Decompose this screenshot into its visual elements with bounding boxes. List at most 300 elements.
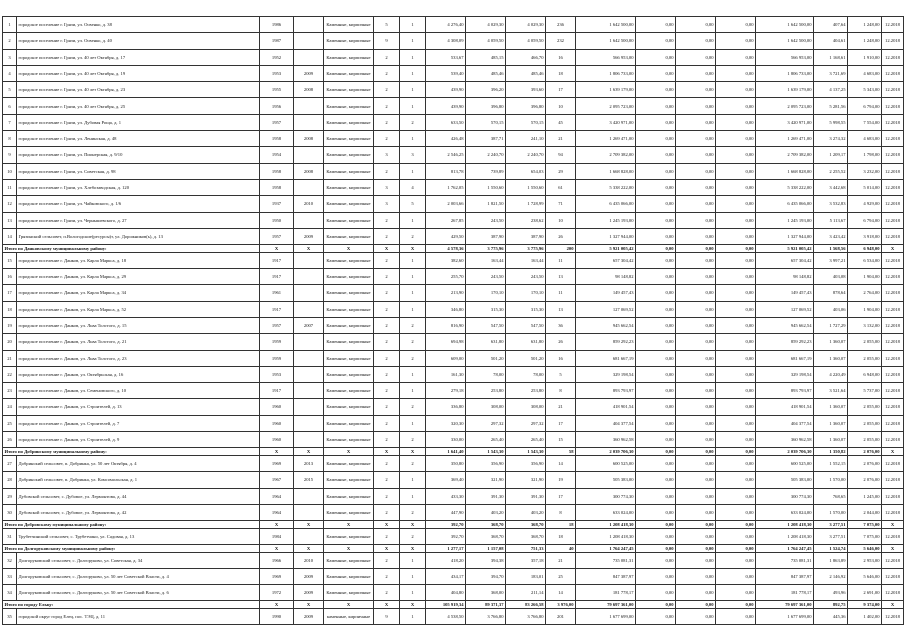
subtotal-year-built: X xyxy=(260,245,294,253)
cell-total-cost: 1 327 944,00 xyxy=(576,228,636,244)
cell-regional-funds: 0,00 xyxy=(676,17,716,33)
cell-year-built: 1960 xyxy=(260,415,294,431)
cell-federal-funds: 0,00 xyxy=(636,504,676,520)
cell-cost-per-sqm: 1 360,07 xyxy=(814,415,848,431)
cell-total-cost: 735 081,31 xyxy=(576,552,636,568)
cell-wall-material: Каменные, кирпичные xyxy=(324,472,374,488)
cell-federal-funds: 0,00 xyxy=(636,432,676,448)
cell-local-funds: 0,00 xyxy=(716,415,756,431)
cell-entrances: 1 xyxy=(400,415,426,431)
cell-living-area: 739,89 xyxy=(466,163,506,179)
cell-max-cost-per-sqm: 5 014,00 xyxy=(848,179,882,195)
cell-year-renovated xyxy=(294,179,324,195)
cell-row-number: 26 xyxy=(3,432,17,448)
table-row xyxy=(3,301,904,317)
cell-floors: 2 xyxy=(374,383,400,399)
cell-year-renovated xyxy=(294,350,324,366)
cell-total-cost: 600 525,00 xyxy=(576,455,636,471)
table-row xyxy=(3,455,904,471)
cell-local-funds: 0,00 xyxy=(716,432,756,448)
cell-year-built: 1953 xyxy=(260,366,294,382)
cell-local-funds: 0,00 xyxy=(716,196,756,212)
cell-year-built: 1958 xyxy=(260,131,294,147)
cell-year-built: 1960 xyxy=(260,399,294,415)
cell-owner-funds: 360 962,58 xyxy=(756,432,814,448)
cell-entrances: 1 xyxy=(400,17,426,33)
cell-owner-funds: 505 383,00 xyxy=(756,472,814,488)
cell-federal-funds: 0,00 xyxy=(636,228,676,244)
subtotal-federal-funds: 0,00 xyxy=(636,245,676,253)
cell-year-built: 1950 xyxy=(260,212,294,228)
cell-row-number: 9 xyxy=(3,147,17,163)
cell-cost-per-sqm: 1 360,07 xyxy=(814,350,848,366)
cell-deadline: 12.2018 xyxy=(882,350,904,366)
cell-federal-funds: 0,00 xyxy=(636,196,676,212)
cell-regional-funds: 0,00 xyxy=(676,252,716,268)
cell-federal-funds: 0,00 xyxy=(636,399,676,415)
cell-deadline: 12.2018 xyxy=(882,334,904,350)
cell-max-cost-per-sqm: 2 044,00 xyxy=(848,504,882,520)
cell-federal-funds: 0,00 xyxy=(636,334,676,350)
subtotal-year-renovated: X xyxy=(294,448,324,456)
cell-deadline: 12.2018 xyxy=(882,366,904,382)
cell-total-area: 816,90 xyxy=(426,317,466,333)
cell-deadline: 12.2018 xyxy=(882,528,904,544)
cell-federal-funds: 0,00 xyxy=(636,609,676,625)
subtotal-floors: X xyxy=(374,601,400,609)
table-row xyxy=(3,33,904,49)
cell-year-renovated xyxy=(294,49,324,65)
subtotal-row xyxy=(3,601,904,609)
subtotal-residents: 18 xyxy=(546,521,576,529)
cell-owned-area: 387,90 xyxy=(506,228,546,244)
cell-total-cost: 404 377,54 xyxy=(576,415,636,431)
cell-federal-funds: 0,00 xyxy=(636,488,676,504)
cell-total-area: 533,67 xyxy=(426,49,466,65)
cell-cost-per-sqm: 1 863,89 xyxy=(814,552,848,568)
cell-floors: 9 xyxy=(374,33,400,49)
cell-total-cost: 5 338 222,00 xyxy=(576,179,636,195)
table-row xyxy=(3,285,904,301)
cell-deadline: 12.2018 xyxy=(882,415,904,431)
cell-living-area: 78,00 xyxy=(466,366,506,382)
cell-address: Дубовской сельсовет, с. Дубовое, ул. Лермонтова, д. 44 xyxy=(17,488,260,504)
cell-local-funds: 0,00 xyxy=(716,301,756,317)
cell-deadline: 12.2018 xyxy=(882,455,904,471)
cell-address: Добринский сельсовет, п. Добринка, ул. 50 лет Октября, д. 4 xyxy=(17,455,260,471)
cell-row-number: 20 xyxy=(3,334,17,350)
cell-local-funds: 0,00 xyxy=(716,163,756,179)
cell-living-area: 315,30 xyxy=(466,301,506,317)
cell-regional-funds: 0,00 xyxy=(676,366,716,382)
cell-living-area: 2 240,70 xyxy=(466,147,506,163)
cell-row-number: 18 xyxy=(3,301,17,317)
cell-local-funds: 0,00 xyxy=(716,399,756,415)
subtotal-living-area: 3 775,96 xyxy=(466,245,506,253)
subtotal-entrances: X xyxy=(400,544,426,552)
subtotal-year-renovated: X xyxy=(294,245,324,253)
cell-living-area: 403,20 xyxy=(466,504,506,520)
cell-local-funds: 0,00 xyxy=(716,212,756,228)
cell-federal-funds: 0,00 xyxy=(636,568,676,584)
subtotal-owner-funds: 5 921 005,42 xyxy=(756,245,814,253)
cell-deadline: 12.2018 xyxy=(882,196,904,212)
cell-max-cost-per-sqm: 2 055,00 xyxy=(848,415,882,431)
cell-wall-material: Каменные, кирпичные xyxy=(324,504,374,520)
cell-cost-per-sqm: 1 570,00 xyxy=(814,472,848,488)
cell-owner-funds: 5 338 222,00 xyxy=(756,179,814,195)
cell-local-funds: 0,00 xyxy=(716,552,756,568)
cell-owner-funds: 1 269 471,00 xyxy=(756,131,814,147)
cell-residents: 45 xyxy=(546,114,576,130)
cell-wall-material: Каменные, кирпичные xyxy=(324,334,374,350)
cell-address: городское поселение г. Грязи, ул. Дубовая Роща, д. 1 xyxy=(17,114,260,130)
table-row xyxy=(3,317,904,333)
table-row xyxy=(3,17,904,33)
cell-max-cost-per-sqm: 1 798,00 xyxy=(848,147,882,163)
cell-row-number: 3 xyxy=(3,49,17,65)
cell-max-cost-per-sqm: 3 232,00 xyxy=(848,163,882,179)
cell-year-built: 1990 xyxy=(260,609,294,625)
cell-owned-area: 485,46 xyxy=(506,65,546,81)
cell-residents: 16 xyxy=(546,49,576,65)
subtotal-wall-material: X xyxy=(324,601,374,609)
cell-address: городское поселение г. Грязи, ул. Ленинская, д. 48 xyxy=(17,131,260,147)
cell-total-cost: 127 069,52 xyxy=(576,301,636,317)
cell-wall-material: Каменные, кирпичные xyxy=(324,415,374,431)
cell-deadline: 12.2018 xyxy=(882,228,904,244)
subtotal-local-funds: 0,00 xyxy=(716,448,756,456)
cell-entrances: 1 xyxy=(400,212,426,228)
cell-regional-funds: 0,00 xyxy=(676,33,716,49)
cell-local-funds: 0,00 xyxy=(716,455,756,471)
cell-total-cost: 566 953,00 xyxy=(576,49,636,65)
cell-total-cost: 329 198,54 xyxy=(576,366,636,382)
cell-owner-funds: 2 095 723,00 xyxy=(756,98,814,114)
cell-year-built: 1937 xyxy=(260,196,294,212)
cell-regional-funds: 0,00 xyxy=(676,488,716,504)
subtotal-entrances: X xyxy=(400,448,426,456)
cell-deadline: 12.2018 xyxy=(882,49,904,65)
cell-federal-funds: 0,00 xyxy=(636,285,676,301)
cell-local-funds: 0,00 xyxy=(716,147,756,163)
cell-address: городское поселение г. Данков, ул. Карла Маркса, д. 52 xyxy=(17,301,260,317)
cell-living-area: 1 550,60 xyxy=(466,179,506,195)
cell-residents: 11 xyxy=(546,252,576,268)
cell-address: городское поселение г. Данков, ул. Семеновского, д. 10 xyxy=(17,383,260,399)
cell-floors: 3 xyxy=(374,179,400,195)
cell-address: городское поселение г. Грязи, ул. 40 лет Октября, д. 25 xyxy=(17,98,260,114)
cell-floors: 2 xyxy=(374,317,400,333)
cell-living-area: 163,44 xyxy=(466,252,506,268)
cell-owned-area: 2 240,70 xyxy=(506,147,546,163)
cell-max-cost-per-sqm: 2 076,00 xyxy=(848,455,882,471)
cell-cost-per-sqm: 3 997,21 xyxy=(814,252,848,268)
cell-year-renovated xyxy=(294,147,324,163)
cell-wall-material: Каменные, кирпичные xyxy=(324,399,374,415)
subtotal-year-built: X xyxy=(260,521,294,529)
table-row xyxy=(3,432,904,448)
cell-living-area: 4 059,50 xyxy=(466,33,506,49)
cell-local-funds: 0,00 xyxy=(716,98,756,114)
cell-year-renovated: 2009 xyxy=(294,609,324,625)
cell-year-built: 1917 xyxy=(260,269,294,285)
subtotal-owned-area: 751,33 xyxy=(506,544,546,552)
cell-total-area: 346,80 xyxy=(426,301,466,317)
cell-residents: 8 xyxy=(546,383,576,399)
cell-deadline: 12.2018 xyxy=(882,114,904,130)
cell-year-renovated: 2010 xyxy=(294,552,324,568)
cell-total-cost: 1 208 418,30 xyxy=(576,528,636,544)
cell-total-area: 439,90 xyxy=(426,98,466,114)
cell-year-renovated: 2009 xyxy=(294,228,324,244)
cell-owner-funds: 1 806 733,00 xyxy=(756,65,814,81)
subtotal-deadline: X xyxy=(882,521,904,529)
cell-local-funds: 0,00 xyxy=(716,488,756,504)
cell-year-renovated: 2008 xyxy=(294,163,324,179)
cell-cost-per-sqm: 3 423,42 xyxy=(814,228,848,244)
subtotal-owned-area: 368,70 xyxy=(506,521,546,529)
cell-federal-funds: 0,00 xyxy=(636,301,676,317)
cell-owner-funds: 1 642 500,00 xyxy=(756,17,814,33)
cell-row-number: 15 xyxy=(3,252,17,268)
cell-year-renovated: 2009 xyxy=(294,65,324,81)
cell-total-cost: 657 304,42 xyxy=(576,252,636,268)
cell-regional-funds: 0,00 xyxy=(676,334,716,350)
table-row xyxy=(3,568,904,584)
cell-entrances: 5 xyxy=(400,196,426,212)
table-row xyxy=(3,252,904,268)
cell-deadline: 12.2018 xyxy=(882,301,904,317)
cell-living-area: 3 766,80 xyxy=(466,609,506,625)
subtotal-cost-per-sqm: 892,75 xyxy=(814,601,848,609)
cell-cost-per-sqm: 3 442,68 xyxy=(814,179,848,195)
subtotal-federal-funds: 0,00 xyxy=(636,601,676,609)
cell-regional-funds: 0,00 xyxy=(676,432,716,448)
cell-address: городское поселение г. Данков, ул. Октябрьская, д. 16 xyxy=(17,366,260,382)
cell-living-area: 570,15 xyxy=(466,114,506,130)
cell-max-cost-per-sqm: 1 248,00 xyxy=(848,33,882,49)
cell-cost-per-sqm: 878,64 xyxy=(814,285,848,301)
cell-living-area: 4 029,30 xyxy=(466,17,506,33)
cell-max-cost-per-sqm: 4 929,00 xyxy=(848,196,882,212)
cell-floors: 2 xyxy=(374,455,400,471)
cell-entrances: 4 xyxy=(400,179,426,195)
cell-year-renovated xyxy=(294,504,324,520)
cell-regional-funds: 0,00 xyxy=(676,472,716,488)
cell-year-built: 1917 xyxy=(260,383,294,399)
cell-wall-material: Каменные, кирпичные xyxy=(324,98,374,114)
cell-total-area: 813,78 xyxy=(426,163,466,179)
cell-cost-per-sqm: 3 521,64 xyxy=(814,383,848,399)
cell-year-renovated: 2008 xyxy=(294,131,324,147)
cell-living-area: 1 821,50 xyxy=(466,196,506,212)
subtotal-floors: X xyxy=(374,245,400,253)
subtotal-cost-per-sqm: 3 277,51 xyxy=(814,521,848,529)
cell-deadline: 12.2018 xyxy=(882,252,904,268)
cell-residents: 17 xyxy=(546,82,576,98)
cell-entrances: 1 xyxy=(400,488,426,504)
cell-deadline: 12.2018 xyxy=(882,585,904,601)
cell-floors: 2 xyxy=(374,82,400,98)
cell-residents: 14 xyxy=(546,585,576,601)
cell-regional-funds: 0,00 xyxy=(676,399,716,415)
cell-cost-per-sqm: 3 532,83 xyxy=(814,196,848,212)
cell-federal-funds: 0,00 xyxy=(636,65,676,81)
cell-federal-funds: 0,00 xyxy=(636,552,676,568)
cell-entrances: 1 xyxy=(400,163,426,179)
cell-row-number: 32 xyxy=(3,552,17,568)
cell-federal-funds: 0,00 xyxy=(636,179,676,195)
cell-local-funds: 0,00 xyxy=(716,252,756,268)
cell-total-area: 4 276,40 xyxy=(426,17,466,33)
cell-entrances: 2 xyxy=(400,432,426,448)
cell-floors: 2 xyxy=(374,415,400,431)
cell-living-area: 243,50 xyxy=(466,212,506,228)
cell-deadline: 12.2018 xyxy=(882,17,904,33)
cell-living-area: 368,70 xyxy=(466,528,506,544)
cell-owned-area: 3 766,80 xyxy=(506,609,546,625)
subtotal-row xyxy=(3,544,904,552)
subtotal-residents: 3 976,00 xyxy=(546,601,576,609)
cell-living-area: 631,80 xyxy=(466,334,506,350)
cell-max-cost-per-sqm: 3 132,00 xyxy=(848,317,882,333)
cell-federal-funds: 0,00 xyxy=(636,147,676,163)
cell-local-funds: 0,00 xyxy=(716,65,756,81)
cell-max-cost-per-sqm: 4 683,00 xyxy=(848,131,882,147)
cell-floors: 2 xyxy=(374,585,400,601)
cell-floors: 2 xyxy=(374,552,400,568)
cell-owned-area: 4 029,30 xyxy=(506,17,546,33)
table-row xyxy=(3,114,904,130)
cell-floors: 2 xyxy=(374,131,400,147)
cell-row-number: 2 xyxy=(3,33,17,49)
cell-cost-per-sqm: 5 113,67 xyxy=(814,212,848,228)
cell-total-area: 4 308,09 xyxy=(426,33,466,49)
cell-local-funds: 0,00 xyxy=(716,269,756,285)
cell-residents: 15 xyxy=(546,432,576,448)
cell-max-cost-per-sqm: 2 691,00 xyxy=(848,585,882,601)
cell-owned-area: 396,80 xyxy=(506,98,546,114)
cell-total-cost: 2 709 382,00 xyxy=(576,147,636,163)
cell-cost-per-sqm: 1 552,15 xyxy=(814,455,848,471)
cell-row-number: 6 xyxy=(3,98,17,114)
cell-local-funds: 0,00 xyxy=(716,317,756,333)
cell-owned-area: 356,90 xyxy=(506,455,546,471)
cell-row-number: 8 xyxy=(3,131,17,147)
cell-owner-funds: 418 901,54 xyxy=(756,399,814,415)
cell-wall-material: Каменные, кирпичные xyxy=(324,383,374,399)
cell-floors: 3 xyxy=(374,196,400,212)
cell-deadline: 12.2018 xyxy=(882,552,904,568)
table-row xyxy=(3,163,904,179)
cell-owned-area: 631,80 xyxy=(506,334,546,350)
table-row xyxy=(3,65,904,81)
subtotal-year-built: X xyxy=(260,601,294,609)
cell-federal-funds: 0,00 xyxy=(636,383,676,399)
cell-deadline: 12.2018 xyxy=(882,472,904,488)
cell-max-cost-per-sqm: 1 904,00 xyxy=(848,269,882,285)
cell-deadline: 12.2018 xyxy=(882,65,904,81)
cell-row-number: 12 xyxy=(3,196,17,212)
cell-residents: 236 xyxy=(546,17,576,33)
cell-living-area: 387,90 xyxy=(466,228,506,244)
cell-regional-funds: 0,00 xyxy=(676,383,716,399)
cell-owner-funds: 681 667,19 xyxy=(756,350,814,366)
cell-row-number: 25 xyxy=(3,415,17,431)
subtotal-federal-funds: 0,00 xyxy=(636,544,676,552)
cell-cost-per-sqm: 3 721,69 xyxy=(814,65,848,81)
cell-row-number: 4 xyxy=(3,65,17,81)
table-row xyxy=(3,131,904,147)
cell-address: городское поселение г. Грязи, ул. 40 лет Октября, д. 17 xyxy=(17,49,260,65)
cell-owned-area: 393,60 xyxy=(506,82,546,98)
cell-year-built: 1984 xyxy=(260,528,294,544)
cell-year-built: 1959 xyxy=(260,350,294,366)
cell-total-area: 350,80 xyxy=(426,455,466,471)
cell-federal-funds: 0,00 xyxy=(636,212,676,228)
subtotal-total-area: 1 277,17 xyxy=(426,544,466,552)
cell-owner-funds: 1 677 699,00 xyxy=(756,609,814,625)
cell-year-renovated xyxy=(294,488,324,504)
cell-entrances: 1 xyxy=(400,472,426,488)
cell-owner-funds: 566 953,00 xyxy=(756,49,814,65)
cell-residents: 71 xyxy=(546,196,576,212)
cell-address: городское поселение г. Данков, ул. Карла Маркса, д. 34 xyxy=(17,285,260,301)
cell-year-renovated: 2013 xyxy=(294,455,324,471)
cell-living-area: 387,71 xyxy=(466,131,506,147)
table-row xyxy=(3,179,904,195)
cell-residents: 29 xyxy=(546,163,576,179)
cell-entrances: 2 xyxy=(400,228,426,244)
cell-wall-material: Каменные, кирпичные xyxy=(324,65,374,81)
table-row xyxy=(3,504,904,520)
cell-total-area: 255,70 xyxy=(426,269,466,285)
cell-residents: 36 xyxy=(546,317,576,333)
cell-local-funds: 0,00 xyxy=(716,585,756,601)
cell-wall-material: Каменные, кирпичные xyxy=(324,252,374,268)
subtotal-regional-funds: 0,00 xyxy=(676,245,716,253)
table-row xyxy=(3,350,904,366)
cell-residents: 8 xyxy=(546,504,576,520)
cell-wall-material: Каменные, кирпичные xyxy=(324,317,374,333)
cell-owned-area: 357,18 xyxy=(506,552,546,568)
cell-wall-material: Каменные, кирпичные xyxy=(324,269,374,285)
cell-local-funds: 0,00 xyxy=(716,334,756,350)
cell-total-cost: 1 245 193,00 xyxy=(576,212,636,228)
cell-max-cost-per-sqm: 3 918,00 xyxy=(848,228,882,244)
cell-deadline: 12.2018 xyxy=(882,609,904,625)
cell-max-cost-per-sqm: 2 055,00 xyxy=(848,399,882,415)
cell-regional-funds: 0,00 xyxy=(676,65,716,81)
cell-total-cost: 1 642 500,00 xyxy=(576,33,636,49)
cell-wall-material: каменные, кирпичные xyxy=(324,609,374,625)
cell-year-renovated xyxy=(294,383,324,399)
cell-address: Грязинский сельсовет, п.Вологодские(ресурсы)т, ул. Дорожников(ь), д. 13 xyxy=(17,228,260,244)
cell-total-area: 447,90 xyxy=(426,504,466,520)
cell-local-funds: 0,00 xyxy=(716,49,756,65)
cell-local-funds: 0,00 xyxy=(716,82,756,98)
table-row xyxy=(3,196,904,212)
cell-year-built: 1966 xyxy=(260,552,294,568)
subtotal-wall-material: X xyxy=(324,521,374,529)
cell-floors: 2 xyxy=(374,504,400,520)
cell-entrances: 2 xyxy=(400,114,426,130)
subtotal-cost-per-sqm: 1 568,56 xyxy=(814,245,848,253)
cell-regional-funds: 0,00 xyxy=(676,415,716,431)
cell-total-cost: 1 639 179,00 xyxy=(576,82,636,98)
cell-address: городское поселение г. Грязи, ул. 40 лет Октября, д. 19 xyxy=(17,65,260,81)
